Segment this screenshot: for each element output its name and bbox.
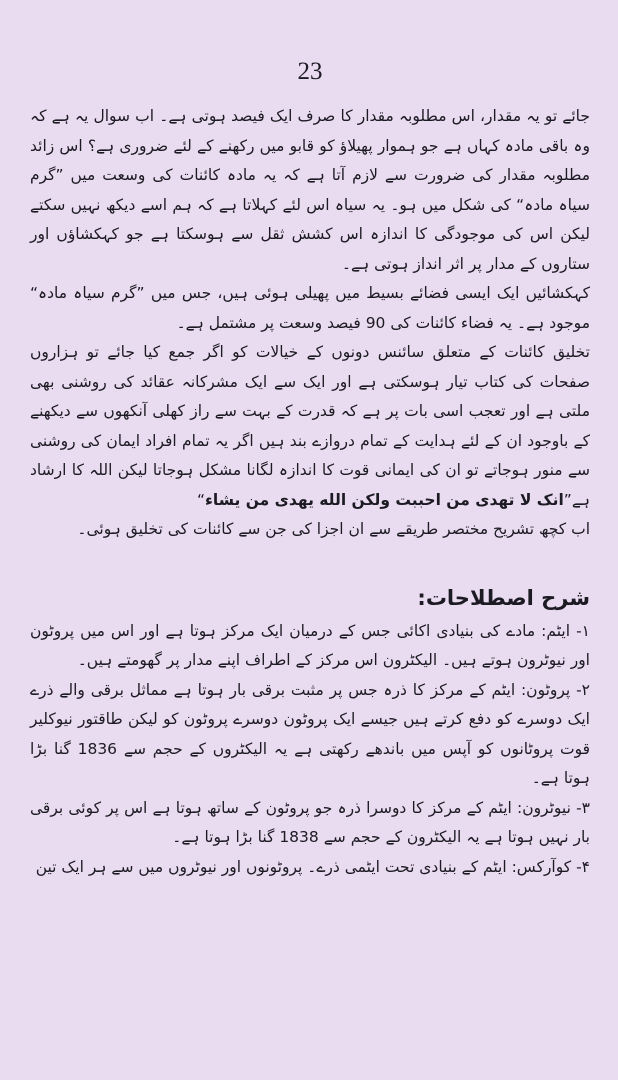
paragraph-galaxies: کہکشائیں ایک ایسی فضائے بسیط میں پھیلی ہوئی ہیں، جس میں ”گرم سیاہ مادہ“ موجود ہے۔ یہ فضاء کائنات کی 90 فیصد وسعت پر مشتمل ہے۔	[30, 284, 590, 332]
term-text: ایٹم: مادے کی بنیادی اکائی جس کے درمیان ایک مرکز ہوتا ہے اور اس میں پروٹون اور نیوٹرون ہوتے ہیں۔ الیکٹرون اس مرکز کے اطراف اپنے مدار پر گھومتے ہیں۔	[30, 621, 590, 669]
term-quarks	[30, 853, 590, 883]
term-text: نیوٹرون: ایٹم کے مرکز کا دوسرا ذرہ جو پروٹون کے ساتھ ہوتا ہے اس پر کوئی برقی بار نہیں ہوتا ہے یہ الیکٹرون کے حجم سے 1838 گنا بڑا ہوتا ہے۔	[30, 798, 590, 846]
term-proton	[30, 676, 590, 794]
term-text: کوآرکس: ایٹم کے بنیادی تحت ایٹمی ذرے۔ پروٹونوں اور نیوٹروں میں سے ہر ایک تین	[35, 857, 572, 876]
paragraph-creation-text: تخلیق کائنات کے متعلق سائنس دونوں کے خیالات کو اگر جمع کیا جائے تو ہزاروں صفحات کی کتاب تیار ہوسکتی ہے اور ایک سے ایک مشرکانہ عقائد کی روشنی بھی ملتی ہے اور تعجب اسی بات پر ہے کہ قدرت کے بہت سے راز کھلی آنکھوں سے دیکھنے کے باوجود ان کے لئے ہدایت کے تمام دروازے بند ہیں اگر یہ تمام افراد ایمان کی روشنی سے منور ہوجاتے تو ان کی ایمانی قوت کا اندازہ لگانا مشکل ہوجاتا لیکن اللہ کا ارشاد ہے	[30, 343, 590, 509]
paragraph-creation	[30, 338, 590, 515]
term-atom	[30, 617, 590, 676]
term-number: ۱-	[576, 621, 590, 640]
section-gap	[30, 545, 590, 583]
section-heading: شرح اصطلاحات:	[417, 585, 590, 610]
term-neutron	[30, 794, 590, 853]
quote-close-mark: “	[196, 490, 205, 509]
page-number: 23	[297, 58, 323, 85]
term-number: ۳-	[576, 798, 590, 817]
term-number: ۲-	[576, 680, 590, 699]
quote-open-mark: ”	[563, 490, 572, 509]
term-number: ۴-	[576, 857, 590, 876]
closing-line: اب کچھ تشریح مختصر طریقے سے ان اجزا کی جن سے کائنات کی تخلیق ہوئی۔	[77, 520, 590, 538]
quranic-quote: انک لا تهدی من احببت ولکن الله یهدی من یشاء	[205, 490, 564, 509]
term-text: پروٹون: ایٹم کے مرکز کا ذرہ جس پر مثبت برقی بار ہوتا ہے مماثل برقی والے ذرے ایک دوسرے کو دفع کرتے ہیں جیسے ایک پروٹون دوسرے پروٹون کو لیکن طاقتور نیوکلیر قوت پروٹانوں کو آپس میں باندھے رکھتی ہے یہ الیکٹروں کے حجم سے 1836 گنا بڑا ہوتا ہے۔	[30, 680, 591, 787]
page-body	[30, 102, 590, 882]
paragraph-dark-matter: جائے تو یہ مقدار، اس مطلوبہ مقدار کا صرف ایک فیصد ہوتی ہے۔ اب سوال یہ ہے کہ وہ باقی مادہ کہاں ہے جو ہموار پھیلاؤ کو قابو میں رکھنے کے لئے ضروری ہے؟ اس زائد مطلوبہ مقدار کی ضرورت سے لازم آتا ہے کہ یہ مادہ کائنات کی وسعت میں ”گرم سیاہ مادہ“ کی شکل میں ہو۔ یہ سیاہ اس لئے کہلاتا ہے کہ ہم اسے دیکھ نہیں سکتے لیکن اس کی موجودگی کا اندازہ اس کشش ثقل سے ہوسکتا ہے جو کہکشاؤں اور ستاروں کے مدار پر اثر انداز ہوتی ہے۔	[30, 107, 590, 273]
